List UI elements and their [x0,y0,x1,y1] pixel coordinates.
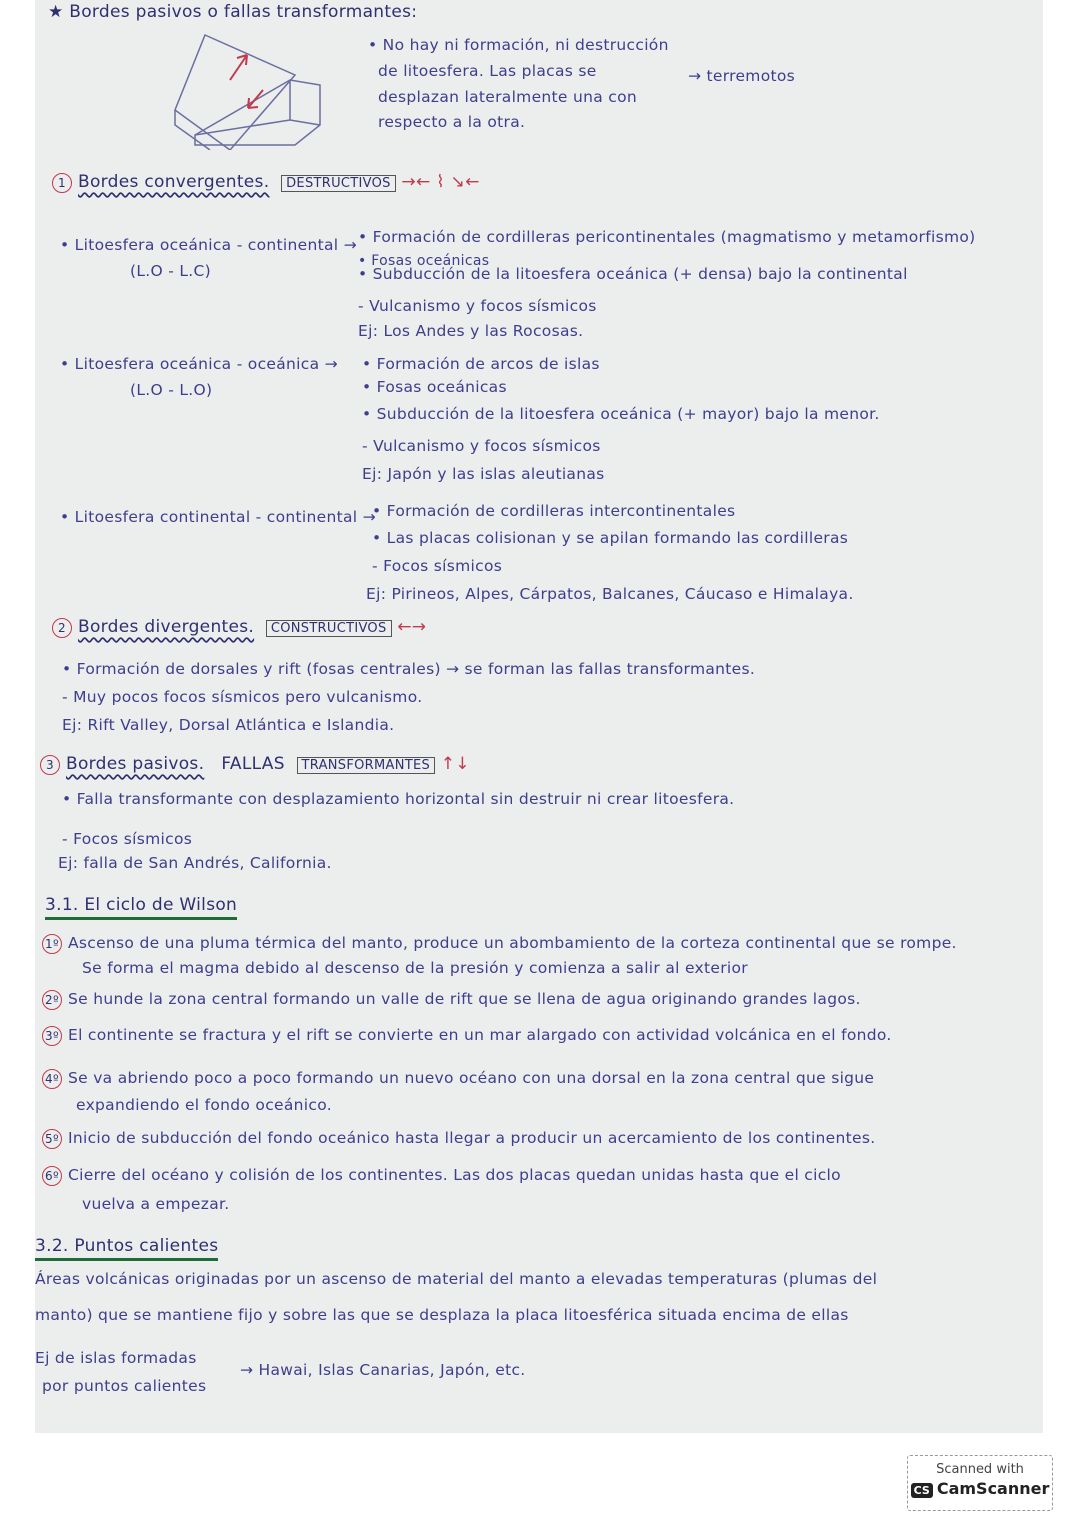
group-item: • Las placas colisionan y se apilan formando las cordilleras [372,529,849,547]
group-item: Ej: Japón y las islas aleutianas [362,465,605,483]
wilson-step [42,990,861,1010]
group-item: - Vulcanismo y focos sísmicos [358,297,597,315]
camscanner-logo-icon: CS [911,1483,933,1498]
section-number: 3 [40,755,60,775]
step-number: 6º [42,1166,62,1186]
arrows-icon: ←→ [397,617,427,637]
hotspots-title-text: 3.2. Puntos calientes [35,1236,218,1261]
wilson-step [42,1026,892,1046]
wilson-step [42,1166,841,1186]
intro-desc-line: • No hay ni formación, ni destrucción [368,36,669,54]
step-number: 1º [42,934,62,954]
section-item: Ej: Rift Valley, Dorsal Atlántica e Islandia. [62,716,395,734]
group-item: • Subducción de la litoesfera oceánica (+ mayor) bajo la menor. [362,405,880,423]
wilson-step [42,1129,875,1149]
transform-fault-diagram-icon [165,30,330,150]
group-label: • Litoesfera oceánica - oceánica → [60,355,338,373]
section-title: Bordes convergentes. [78,172,270,192]
group-item: Ej: Los Andes y las Rocosas. [358,322,584,340]
step-text: El continente se fractura y el rift se convierte en un mar alargado con actividad volcánica en el fondo. [68,1026,892,1044]
wilson-step [42,1069,874,1089]
section-item: Ej: falla de San Andrés, California. [58,854,332,872]
step-text: Se forma el magma debido al descenso de la presión y comienza a salir al exterior [82,959,748,977]
hotspots-example-result: → Hawai, Islas Canarias, Japón, etc. [240,1361,526,1379]
step-text: vuelva a empezar. [82,1195,230,1213]
group-item: • Formación de cordilleras intercontinentales [372,502,736,520]
group-item: • Formación de arcos de islas [362,355,600,373]
step-text: Inicio de subducción del fondo oceánico hasta llegar a producir un acercamiento de los continentes. [68,1129,876,1147]
camscanner-badge [907,1455,1053,1511]
group-abbr: (L.O - L.C) [130,262,211,280]
group-item: - Vulcanismo y focos sísmicos [362,437,601,455]
section-2-heading [52,617,426,638]
camscanner-brand [908,1479,1052,1498]
wilson-title-text: 3.1. El ciclo de Wilson [45,895,237,920]
step-number: 5º [42,1129,62,1149]
section-1-heading [52,172,480,193]
arrows-icon: ↑↓ [440,754,470,774]
section-item: • Formación de dorsales y rift (fosas centrales) → se forman las fallas transformantes. [62,660,756,678]
group-item: • Subducción de la litoesfera oceánica (+ densa) bajo la continental [358,265,908,283]
camscanner-brand-text: CamScanner [936,1479,1050,1498]
group-label: • Litoesfera oceánica - continental → [60,236,357,254]
hotspots-example: por puntos calientes [42,1377,207,1395]
hotspots-title [35,1236,218,1256]
group-item: • Formación de cordilleras pericontinentales (magmatismo y metamorfismo) [358,228,976,246]
section-item: - Muy pocos focos sísmicos pero vulcanismo. [62,688,423,706]
section-number: 2 [52,618,72,638]
section-item: - Focos sísmicos [62,830,193,848]
hotspots-text: Áreas volcánicas originadas por un ascenso de material del manto a elevadas temperaturas (plumas del [35,1270,878,1288]
hotspots-text: manto) que se mantiene fijo y sobre las que se desplaza la placa litoesférica situada encima de ellas [35,1306,849,1324]
section-3-heading [40,754,470,775]
section-tag: CONSTRUCTIVOS [266,620,392,637]
wilson-step [42,934,957,954]
step-text: Ascenso de una pluma térmica del manto, produce un abombamiento de la corteza continental que se rompe. [68,934,957,952]
step-text: Se va abriendo poco a poco formando un nuevo océano con una dorsal en la zona central que sigue [68,1069,875,1087]
intro-desc-line: de litoesfera. Las placas se [378,62,597,80]
section-number: 1 [52,173,72,193]
intro-desc-line: desplazan lateralmente una con [378,88,637,106]
section-pre: FALLAS [221,754,285,774]
intro-desc-line: respecto a la otra. [378,113,526,131]
step-text: Cierre del océano y colisión de los continentes. Las dos placas quedan unidas hasta que el ciclo [68,1166,841,1184]
step-number: 3º [42,1026,62,1046]
step-text: expandiendo el fondo oceánico. [76,1096,332,1114]
group-label: • Litoesfera continental - continental → [60,508,376,526]
section-title: Bordes pasivos. [66,754,205,774]
group-item: • Fosas oceánicas [358,253,490,269]
step-number: 2º [42,990,62,1010]
section-item: • Falla transformante con desplazamiento horizontal sin destruir ni crear litoesfera. [62,790,735,808]
group-item: Ej: Pirineos, Alpes, Cárpatos, Balcanes, Cáucaso e Himalaya. [366,585,854,603]
section-tag: DESTRUCTIVOS [281,175,396,192]
arrows-icon: →← ⌇ ↘← [401,172,480,192]
scanned-with-label: Scanned with [936,1462,1024,1477]
intro-title: ★ Bordes pasivos o fallas transformantes: [48,2,418,22]
group-item: • Fosas oceánicas [362,378,507,396]
group-abbr: (L.O - L.O) [130,381,213,399]
section-tag: TRANSFORMANTES [297,757,436,774]
hotspots-example: Ej de islas formadas [35,1349,197,1367]
step-number: 4º [42,1069,62,1089]
intro-result: → terremotos [688,67,796,85]
wilson-title [45,895,237,915]
section-title: Bordes divergentes. [78,617,255,637]
step-text: Se hunde la zona central formando un valle de rift que se llena de agua originando grandes lagos. [68,990,861,1008]
group-item: - Focos sísmicos [372,557,503,575]
